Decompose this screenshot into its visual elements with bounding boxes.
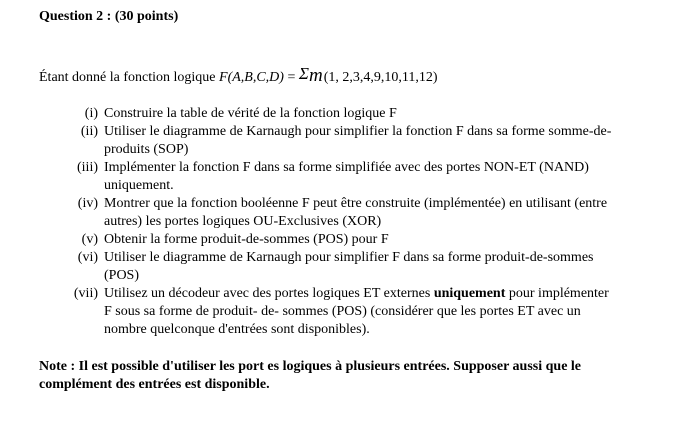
task-text: Montrer que la fonction booléenne F peut être construite (implémentée) en utilisant (entre autres) les portes logiques OU-Exclusives (XOR) [104, 196, 608, 229]
task-text [104, 285, 620, 339]
task-text-before: Utilisez un décodeur avec des portes logiques ET externes [104, 286, 434, 301]
minterm-list: (1, 2,3,4,9,10,11,12) [323, 70, 438, 85]
task-text: Implémenter la fonction F dans sa forme simplifiée avec des portes NON-ET (NAND) uniquement. [104, 160, 589, 193]
question-heading: Question 2 : (30 points) [39, 9, 179, 24]
task-item [60, 105, 620, 123]
task-item [60, 285, 620, 339]
task-item [60, 159, 620, 195]
sigma-symbol: Σ [298, 64, 309, 83]
task-text-emphasis: uniquement [433, 286, 506, 301]
task-text-after: pour implémenter F sous sa forme de produit- de- sommes (POS) (considérer que les portes ET avec un nombre quelconque d'entrées sont disponibles). [104, 286, 609, 337]
task-number: (v) [81, 232, 98, 247]
task-item [60, 195, 620, 231]
task-number: (iv) [77, 196, 98, 211]
task-item [60, 249, 620, 285]
task-list [60, 105, 620, 339]
task-number: (iii) [77, 160, 98, 175]
task-number: (i) [84, 106, 98, 121]
function-name: F(A,B,C,D) [219, 70, 284, 85]
task-text: Obtenir la forme produit-de-sommes (POS) pour F [104, 232, 389, 247]
task-text: Construire la table de vérité de la fonction logique F [104, 106, 397, 121]
task-text: Utiliser le diagramme de Karnaugh pour simplifier la fonction F dans sa forme somme-de-produits (SOP) [104, 124, 612, 157]
function-statement [39, 66, 438, 88]
equals-sign: = [283, 70, 299, 85]
task-item [60, 123, 620, 159]
task-number: (ii) [80, 124, 98, 139]
task-number: (vi) [77, 250, 98, 265]
task-number: (vii) [73, 286, 98, 301]
note-paragraph: Note : Il est possible d'utiliser les port es logiques à plusieurs entrées. Supposer aussi que le complément des entrées est disponible. [39, 359, 582, 392]
statement-prefix: Étant donné la fonction logique [39, 70, 220, 85]
minterm-symbol: m [308, 65, 323, 86]
task-item [60, 231, 620, 249]
task-text: Utiliser le diagramme de Karnaugh pour simplifier F dans sa forme produit-de-sommes (POS) [104, 250, 594, 283]
